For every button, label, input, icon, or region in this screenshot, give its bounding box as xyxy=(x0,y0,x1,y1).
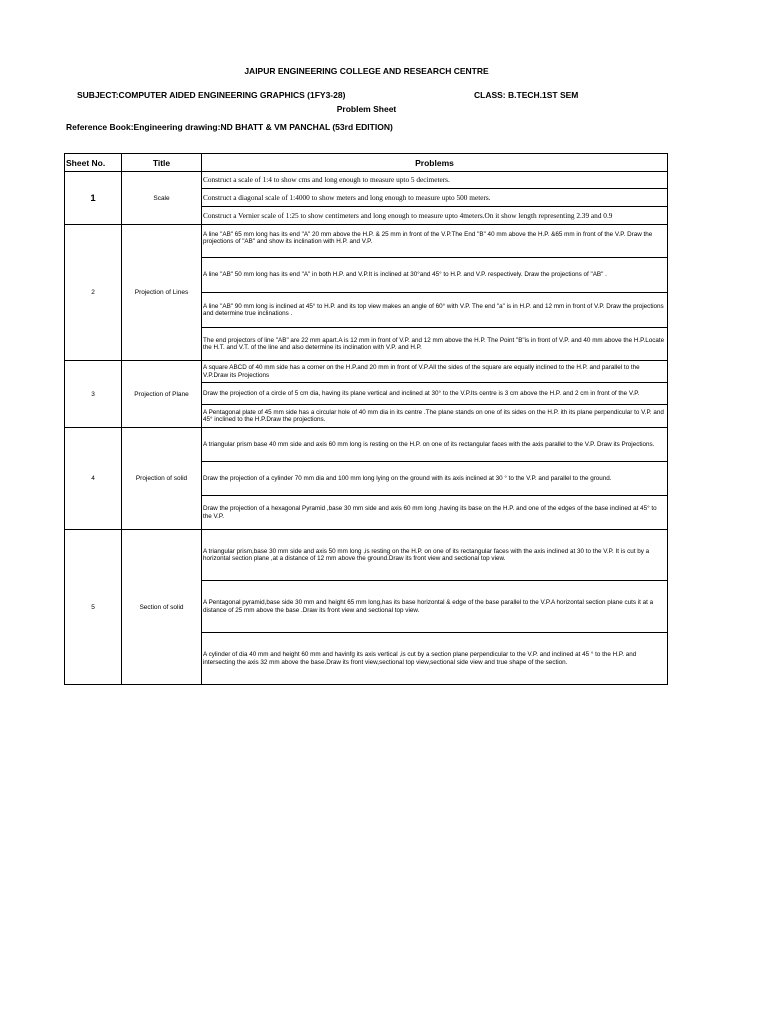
reference-book: Reference Book:Engineering drawing:ND BHATT & VM PANCHAL (53rd EDITION) xyxy=(66,122,393,132)
problem-text: A triangular prism,base 30 mm side and axis 50 mm long ,is resting on the H.P. on one of its rectangular faces with the axis inclined at 30 to the V.P. It is cut by a horizontal section plane ,at a distance of 12 mm above the ground.Draw its front view and sectional top view. xyxy=(202,530,668,581)
sheet-title: Projection of solid xyxy=(122,428,202,530)
problem-text: A square ABCD of 40 mm side has a corner on the H.P.and 20 mm in front of V.P.All the sides of the square are equally inclined to the H.P. and parallel to the V.P.Draw its Projections xyxy=(202,361,668,383)
column-header-problems: Problems xyxy=(202,154,668,172)
problem-text: A cylinder of dia 40 mm and height 60 mm and havinfg its axis vertical ,is cut by a section plane perpendicular to the V.P. and inclined at 45 ° to the H.P. and intersecting the axis 32 mm above the base.Draw its front view,sectional top view,sectional side view and true shape of the section. xyxy=(202,633,668,685)
column-header-title: Title xyxy=(122,154,202,172)
table-header-row xyxy=(65,154,668,172)
sheet-title: Section of solid xyxy=(122,530,202,685)
problem-text: Draw the projection of a hexagonal Pyramid ,base 30 mm side and axis 60 mm long ,having its base on the H.P. and one of the edges of the base inclined at 45° to the V.P. xyxy=(202,496,668,530)
problem-sheet-title: Problem Sheet xyxy=(336,104,397,114)
problem-text: A line "AB" 90 mm long is inclined at 45° to H.P. and its top view makes an angle of 60° with V.P. The end "a" is in H.P. and 12 mm in front of V.P. Draw the projections and determine true inclinations . xyxy=(202,293,668,328)
problem-text: Draw the projection of a cylinder 70 mm dia and 100 mm long lying on the ground with its axis inclined at 30 ° to the V.P. and parallel to the ground. xyxy=(202,462,668,496)
problem-text: Construct a scale of 1:4 to show cms and long enough to measure upto 5 decimeters. xyxy=(202,172,668,189)
problem-table xyxy=(64,153,668,685)
college-name: JAIPUR ENGINEERING COLLEGE AND RESEARCH CENTRE xyxy=(244,66,489,76)
table-row xyxy=(65,172,668,189)
sheet-title: Scale xyxy=(122,172,202,225)
table-row xyxy=(65,225,668,258)
problem-text: The end projectors of line "AB" are 22 mm apart.A is 12 mm in front of V.P. and 12 mm above the H.P. The Point "B"is in front of V.P. and 40 mm above the H.P.Locate the H.T. and V.T. of the line and also determine its inclination with V.P. and H.P. xyxy=(202,328,668,361)
problem-text: A line "AB" 65 mm long has its end "A" 20 mm above the H.P. & 25 mm in front of the V.P.The End "B" 40 mm above the H.P. &65 mm in front of the V.P. Draw the projections of "AB" and show its inclination with H.P. and V.P. xyxy=(202,225,668,258)
problem-text: A line "AB" 50 mm long has its end "A" in both H.P. and V.P.It is inclined at 30°and 45° to H.P. and V.P. respectively. Draw the projections of "AB" . xyxy=(202,258,668,293)
sheet-title: Projection of Plane xyxy=(122,361,202,428)
table-row xyxy=(65,428,668,462)
sheet-number: 2 xyxy=(65,225,122,361)
sheet-number: 3 xyxy=(65,361,122,428)
problem-text: Draw the projection of a circle of 5 cm dia, having its plane vertical and inclined at 30° to the V.P.Its centre is 3 cm above the H.P. and 2 cm in front of the V.P. xyxy=(202,383,668,405)
problem-text: Construct a Vernier scale of 1:25 to show centimeters and long enough to measure upto 4meters.On it show length representing 2.39 and 0.9 xyxy=(202,207,668,225)
problem-text: A Pentagonal plate of 45 mm side has a circular hole of 40 mm dia in its centre .The plane stands on one of its sides on the H.P. ith its plane perpendicular to V.P. and 45° inclined to the H.P.Draw the projections. xyxy=(202,405,668,428)
sheet-number: 1 xyxy=(65,172,122,225)
sheet-number: 5 xyxy=(65,530,122,685)
table-row xyxy=(65,530,668,581)
class-line: CLASS: B.TECH.1ST SEM xyxy=(474,90,579,100)
problem-text: Construct a diagonal scale of 1:4000 to show meters and long enough to measure upto 500 meters. xyxy=(202,189,668,207)
sheet-title: Projection of Lines xyxy=(122,225,202,361)
problem-text: A triangular prism base 40 mm side and axis 60 mm long is resting on the H.P. on one of its rectangular faces with the axis parallel to the V.P. Draw its Projections. xyxy=(202,428,668,462)
table-row xyxy=(65,361,668,383)
problem-text: A Pentagonal pyramid,base side 30 mm and height 65 mm long,has its base horizontal & edge of the base parallel to the V.P.A horizontal section plane cuts it at a distance of 25 mm above the base .Draw its front view and sectional top view. xyxy=(202,581,668,633)
sheet-number: 4 xyxy=(65,428,122,530)
subject-line: SUBJECT:COMPUTER AIDED ENGINEERING GRAPHICS (1FY3-28) xyxy=(77,90,346,100)
column-header-sheet-no: Sheet No. xyxy=(65,154,122,172)
